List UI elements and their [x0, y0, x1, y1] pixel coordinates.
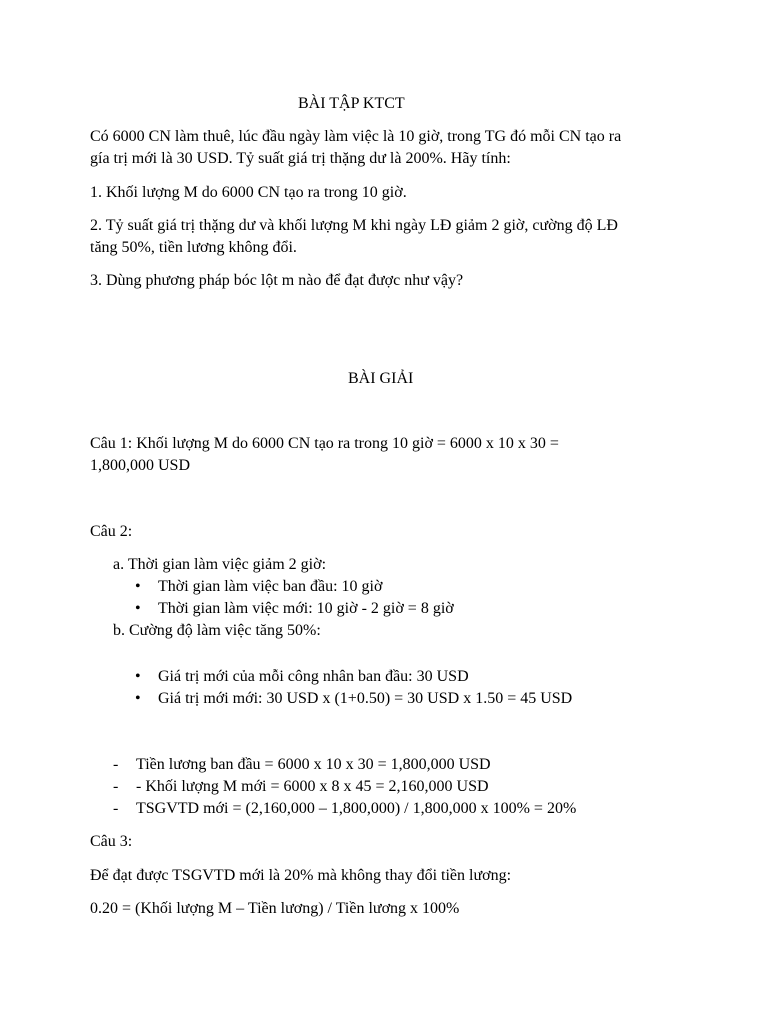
bullet-icon: •	[135, 578, 141, 595]
answer-1-line-1: Câu 1: Khối lượng M do 6000 CN tạo ra trong 10 giờ = 6000 x 10 x 30 =	[90, 435, 559, 452]
answer-1-line-2: 1,800,000 USD	[90, 457, 191, 474]
question-2-line-1: 2. Tỷ suất giá trị thặng dư và khối lượng M khi ngày LĐ giảm 2 giờ, cường độ LĐ	[90, 217, 618, 234]
answer-2-label: Câu 2:	[90, 523, 133, 540]
answer-3-line-2: 0.20 = (Khối lượng M – Tiền lương) / Tiền lương x 100%	[90, 900, 460, 917]
dash-marker: -	[113, 778, 119, 795]
list-item	[135, 688, 572, 710]
bullet-icon: •	[135, 690, 141, 707]
problem-title: BÀI TẬP KTCT	[298, 95, 405, 112]
problem-intro-line-2: gía trị mới là 30 USD. Tỷ suất giá trị thặng dư là 200%. Hãy tính:	[90, 150, 511, 167]
dash-text: - Khối lượng M mới = 6000 x 8 x 45 = 2,160,000 USD	[136, 778, 489, 795]
bullet-text: Giá trị mới của mỗi công nhân ban đầu: 30 USD	[158, 668, 469, 685]
dash-text: Tiền lương ban đầu = 6000 x 10 x 30 = 1,800,000 USD	[136, 756, 491, 773]
dash-marker: -	[113, 756, 119, 773]
list-item	[135, 576, 382, 598]
list-item	[113, 776, 489, 798]
dash-marker: -	[113, 800, 119, 817]
list-item	[135, 598, 454, 620]
bullet-icon: •	[135, 600, 141, 617]
bullet-text: Thời gian làm việc mới: 10 giờ - 2 giờ = 8 giờ	[158, 600, 454, 617]
list-item	[113, 754, 491, 776]
list-item	[135, 666, 469, 688]
question-3: 3. Dùng phương pháp bóc lột m nào để đạt được như vậy?	[90, 272, 464, 289]
answer-2-item-a: a. Thời gian làm việc giảm 2 giờ:	[113, 556, 327, 573]
bullet-text: Thời gian làm việc ban đầu: 10 giờ	[158, 578, 383, 595]
dash-text: TSGVTD mới = (2,160,000 – 1,800,000) / 1,800,000 x 100% = 20%	[136, 800, 577, 817]
answer-3-line-1: Để đạt được TSGVTD mới là 20% mà không thay đổi tiền lương:	[90, 867, 512, 884]
answer-2-item-b: b. Cường độ làm việc tăng 50%:	[113, 622, 321, 639]
solution-title: BÀI GIẢI	[348, 370, 414, 387]
bullet-text: Giá trị mới mới: 30 USD x (1+0.50) = 30 USD x 1.50 = 45 USD	[158, 690, 573, 707]
list-item	[113, 798, 576, 820]
answer-3-label: Câu 3:	[90, 833, 133, 850]
problem-intro-line-1: Có 6000 CN làm thuê, lúc đầu ngày làm việc là 10 giờ, trong TG đó mỗi CN tạo ra	[90, 128, 622, 145]
question-1: 1. Khối lượng M do 6000 CN tạo ra trong 10 giờ.	[90, 184, 407, 201]
question-2-line-2: tăng 50%, tiền lương không đổi.	[90, 239, 297, 256]
bullet-icon: •	[135, 668, 141, 685]
